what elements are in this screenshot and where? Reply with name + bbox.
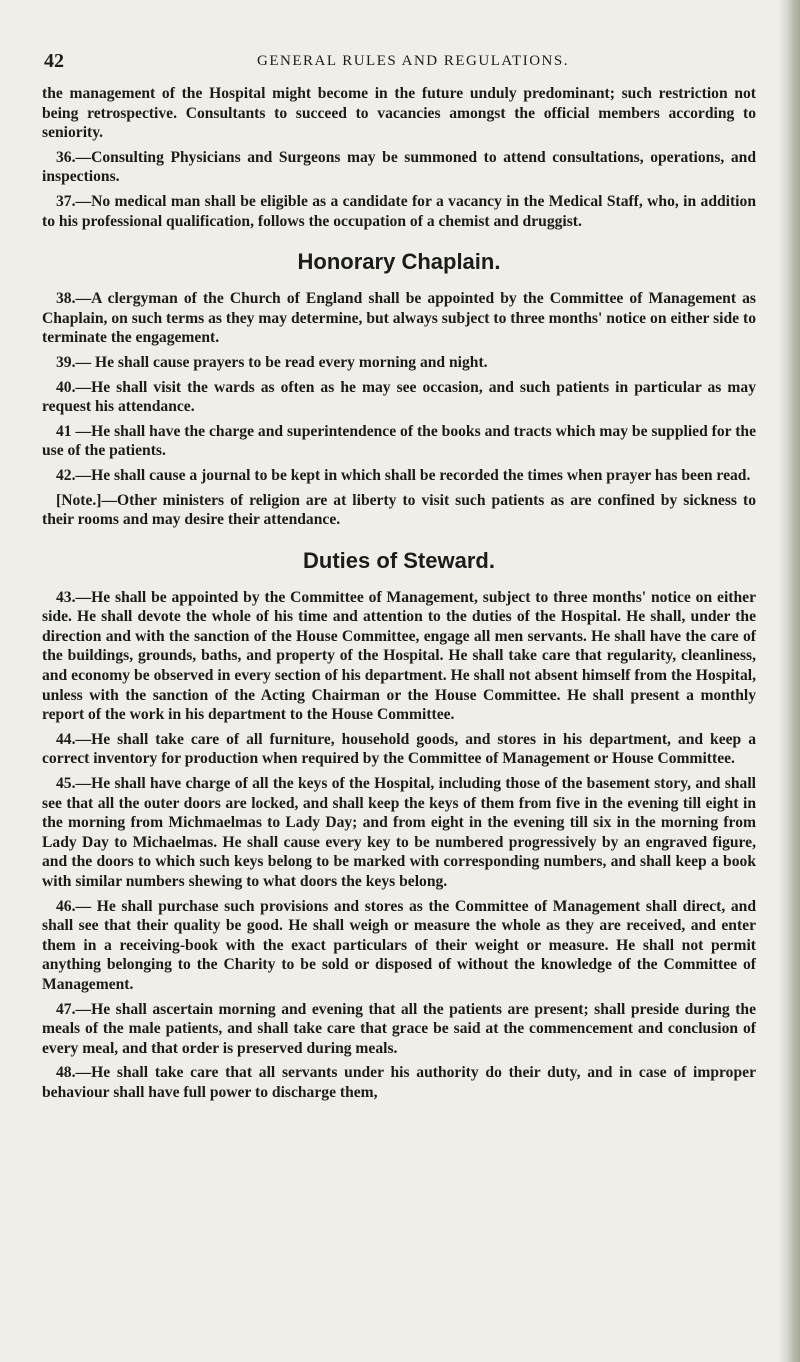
running-title: GENERAL RULES AND REGULATIONS.: [257, 53, 569, 69]
rule-41: 41 —He shall have the charge and superintendence of the books and tracts which may be supplied for the use of the patients.: [42, 422, 756, 460]
heading-honorary-chaplain: Honorary Chaplain.: [297, 249, 501, 275]
page-body: [42, 84, 756, 1108]
rule-36: 36.—Consulting Physicians and Surgeons may be summoned to attend consultations, operations, and inspections.: [42, 148, 756, 186]
rule-47: 47.—He shall ascertain morning and evening that all the patients are present; shall preside during the meals of the male patients, and shall take care that grace be said at the commencement and conclusion of every meal, and that order is preserved during meals.: [42, 1000, 756, 1057]
rule-45: 45.—He shall have charge of all the keys of the Hospital, including those of the basement story, and shall see that all the outer doors are locked, and shall keep the keys of them from five in the evening till eight in the morning from Michmaelmas to Lady Day; and from eight in the evening till six in the morning from Lady Day to Michaelmas. He shall cause every key to be numbered progressively by an engraved figure, and the doors to which such keys belong to be marked with corresponding numbers, and shall keep a book with similar numbers shewing to what doors the keys belong.: [42, 775, 756, 890]
rule-38: 38.—A clergyman of the Church of England shall be appointed by the Committee of Management as Chaplain, on such terms as they may determine, but always subject to three months' notice on either side to terminate the engagement.: [42, 290, 756, 347]
running-header: [44, 50, 744, 74]
rule-40: 40.—He shall visit the wards as often as he may see occasion, and such patients in particular as may request his attendance.: [42, 378, 756, 416]
page-number: 42: [44, 50, 64, 72]
rule-46: 46.— He shall purchase such provisions and stores as the Committee of Management shall direct, and shall see that their quality be good. He shall weigh or measure the whole as they are received, and enter them in a receiving-book with the exact particulars of their weight or measure. He shall not permit anything belonging to the Charity to be sold or disposed of without the knowledge of the Committee of Management.: [42, 897, 756, 993]
paragraph-intro: the management of the Hospital might become in the future unduly predominant; such restriction not being retrospective. Consultants to succeed to vacancies amongst the official members according to seniority.: [42, 85, 756, 142]
heading-duties-of-steward: Duties of Steward.: [303, 547, 495, 573]
rule-44: 44.—He shall take care of all furniture, household goods, and stores in his department, and keep a correct inventory for production when required by the Committee of Management or House Committee.: [42, 730, 756, 768]
page-edge-shadow: [778, 0, 800, 1362]
rule-37: 37.—No medical man shall be eligible as a candidate for a vacancy in the Medical Staff, who, in addition to his professional qualification, follows the occupation of a chemist and druggist.: [42, 192, 756, 230]
rule-48: 48.—He shall take care that all servants under his authority do their duty, and in case of improper behaviour shall have full power to discharge them,: [42, 1064, 756, 1101]
rule-43: 43.—He shall be appointed by the Committee of Management, subject to three months' notice on either side. He shall devote the whole of his time and attention to the duties of the Hospital. He shall, under the direction and with the sanction of the House Committee, engage all men servants. He shall have the care of the buildings, grounds, baths, and property of the Hospital. He shall take care that regularity, cleanliness, and economy be observed in every section of his department. He shall not absent himself from the Hospital, unless with the sanction of the Acting Chairman or the House Committee. He shall present a monthly report of the work in his department to the House Committee.: [42, 588, 756, 724]
note: [Note.]—Other ministers of religion are at liberty to visit such patients as are confined by sickness to their rooms and may desire their attendance.: [42, 491, 756, 529]
rule-42: 42.—He shall cause a journal to be kept in which shall be recorded the times when prayer has been read.: [56, 466, 751, 484]
rule-39: 39.— He shall cause prayers to be read every morning and night.: [56, 353, 488, 371]
